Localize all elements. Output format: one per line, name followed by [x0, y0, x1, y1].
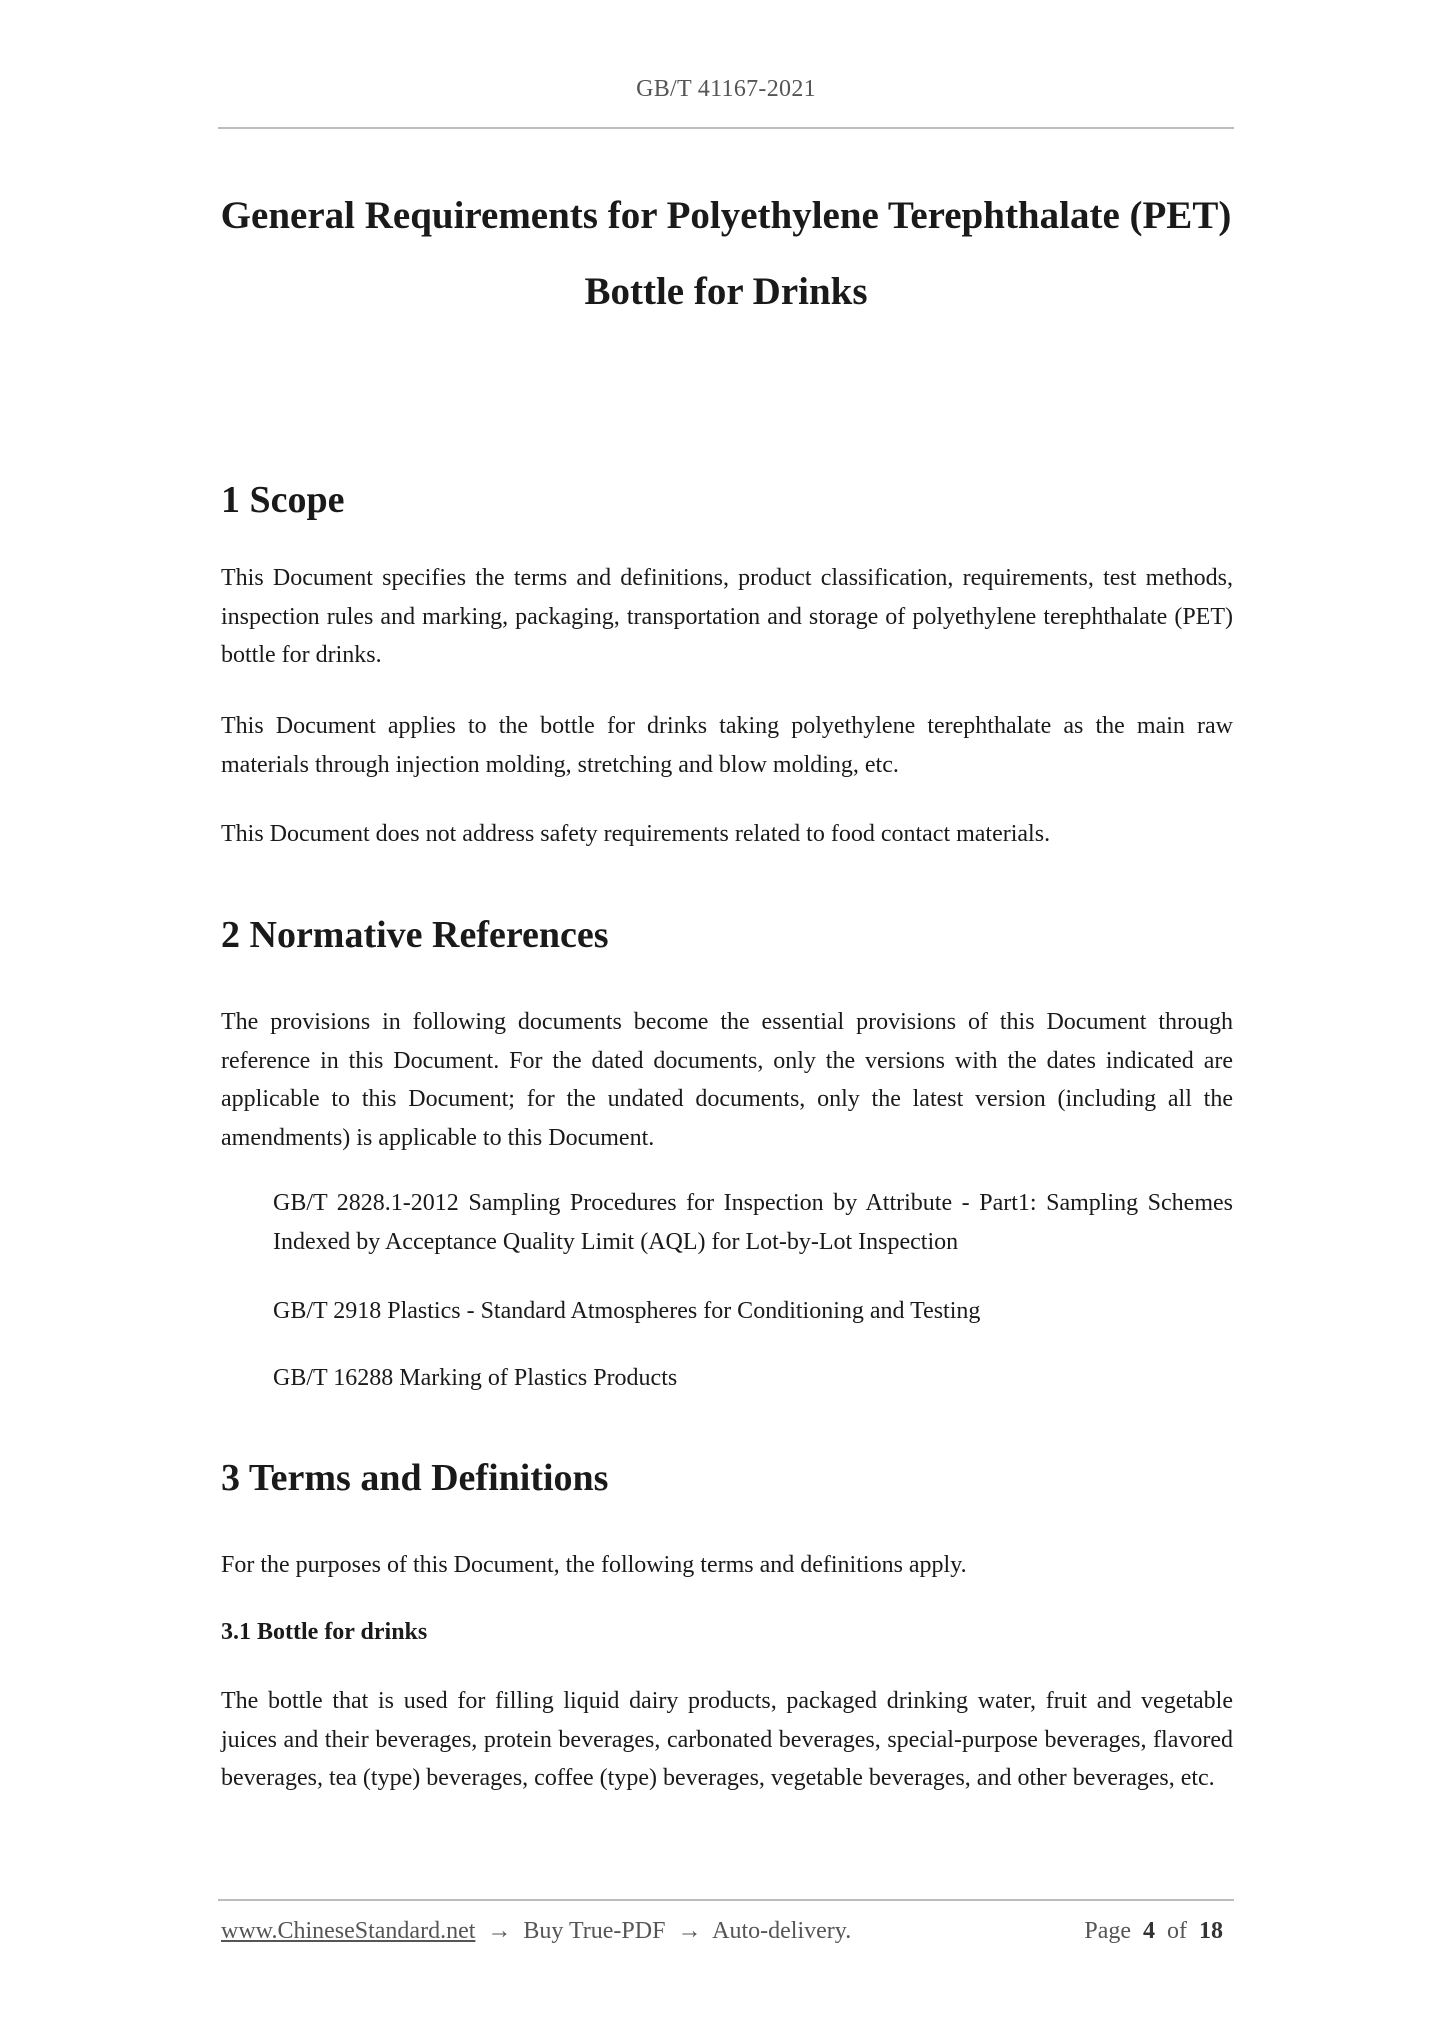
document-title [218, 178, 1234, 330]
page-label: Page [1084, 1918, 1131, 1944]
section-heading-normative-references: 2 Normative References [221, 914, 609, 956]
auto-delivery-text: Auto-delivery. [712, 1918, 852, 1944]
section-heading-scope: 1 Scope [221, 479, 345, 521]
footer-links [221, 1918, 851, 1945]
chinesestandard-link[interactable]: www.ChineseStandard.net [221, 1918, 476, 1944]
footer-divider [218, 1899, 1234, 1901]
reference-item-gbt-16288: GB/T 16288 Marking of Plastics Products [273, 1365, 678, 1391]
scope-paragraph-1: This Document specifies the terms and definitions, product classification, requirements, test methods, inspection rules and marking, packaging, transportation and storage of polyethylene terephthalate (PET) bottle for drinks. [221, 565, 1233, 668]
title-line-1: General Requirements for Polyethylene Terephthalate (PET) [220, 194, 1232, 237]
buy-true-pdf-text: Buy True-PDF [523, 1918, 666, 1944]
header-divider [218, 127, 1234, 129]
arrow-right-icon: → [487, 1918, 512, 1944]
title-line-2: Bottle for Drinks [584, 270, 868, 313]
page-current-number: 4 [1143, 1918, 1155, 1944]
page-number-indicator [1084, 1918, 1229, 1945]
term-definition-bottle-for-drinks: The bottle that is used for filling liquid dairy products, packaged drinking water, fruit and vegetable juices and their beverages, protein beverages, carbonated beverages, special-purpose beverages, flavored beverages, tea (type) beverages, coffee (type) beverages, vegetable beverages, and other beverages, etc. [221, 1688, 1233, 1791]
terms-intro-paragraph: For the purposes of this Document, the following terms and definitions apply. [221, 1552, 967, 1578]
page-total-number: 18 [1199, 1918, 1223, 1944]
section-heading-terms-definitions: 3 Terms and Definitions [221, 1457, 609, 1499]
reference-item-gbt-2828: GB/T 2828.1-2012 Sampling Procedures for Inspection by Attribute - Part1: Sampling Schemes Indexed by Acceptance Quality Limit (AQL) for Lot-by-Lot Inspection [273, 1190, 1233, 1255]
scope-paragraph-3: This Document does not address safety requirements related to food contact materials. [221, 821, 1051, 847]
scope-paragraph-2: This Document applies to the bottle for drinks taking polyethylene terephthalate as the main raw materials through injection molding, stretching and blow molding, etc. [221, 713, 1233, 778]
arrow-right-icon: → [677, 1918, 702, 1944]
reference-item-gbt-2918: GB/T 2918 Plastics - Standard Atmospheres for Conditioning and Testing [273, 1298, 981, 1324]
normative-intro-paragraph: The provisions in following documents become the essential provisions of this Document through reference in this Document. For the dated documents, only the versions with the dates indicated are applicable to this Document; for the undated documents, only the latest version (including all the amendments) is applicable to this Document. [221, 1009, 1233, 1151]
page-header-standard-number: GB/T 41167-2021 [636, 76, 816, 102]
page-of-label: of [1167, 1918, 1187, 1944]
term-heading-bottle-for-drinks: 3.1 Bottle for drinks [221, 1619, 428, 1645]
